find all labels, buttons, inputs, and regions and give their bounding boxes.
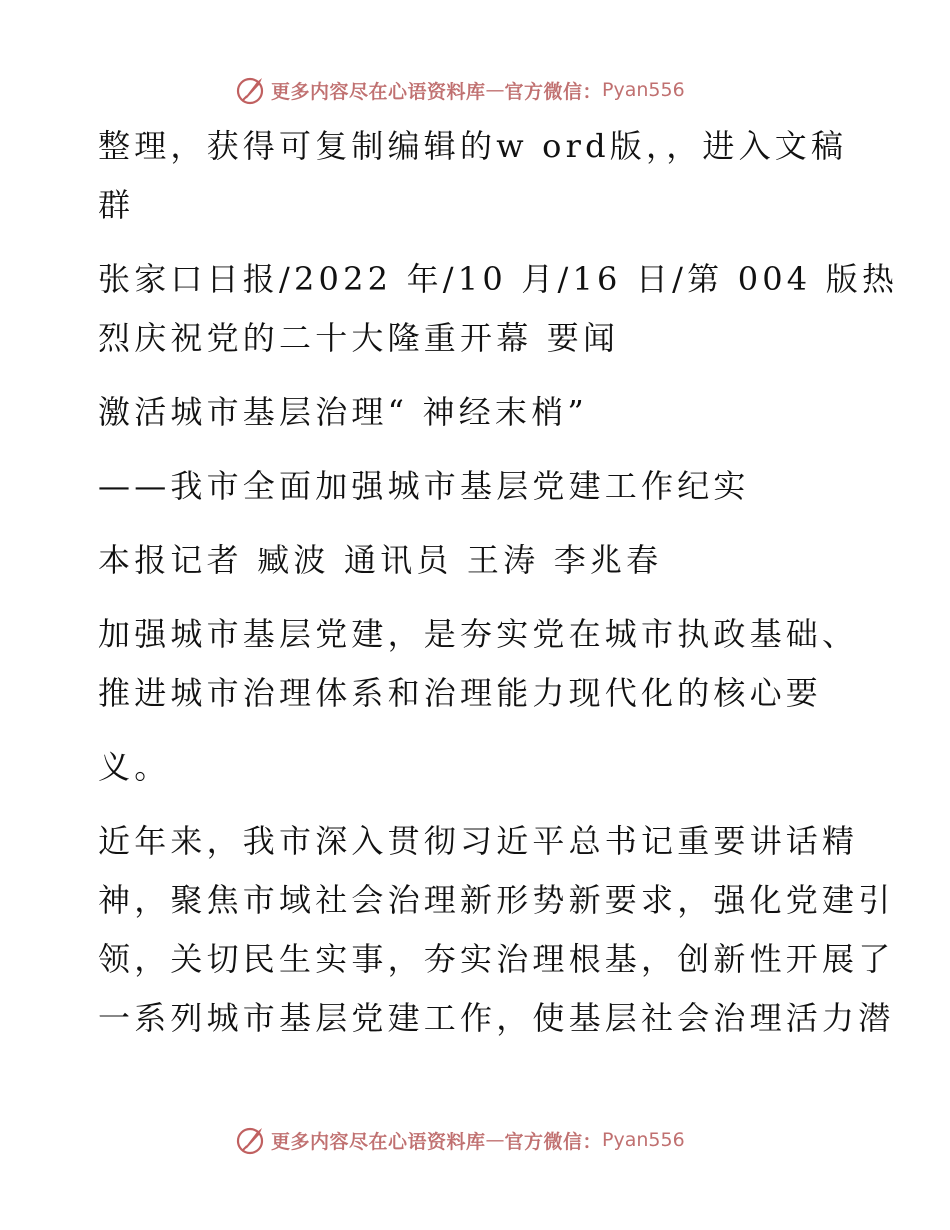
watermark-dash: — bbox=[485, 1129, 505, 1151]
text-line: 推进城市治理体系和治理能力现代化的核心要 bbox=[98, 674, 823, 712]
text-line: 近年来，我市深入贯彻习近平总书记重要讲话精 bbox=[98, 822, 859, 860]
watermark-text: 更多内容尽在心语资料库 bbox=[271, 80, 486, 103]
text-line: 义。 bbox=[98, 748, 171, 786]
quill-logo-icon bbox=[235, 74, 267, 106]
text-line: 领，关切民生实事，夯实治理根基，创新性开展了 bbox=[98, 940, 895, 978]
header-watermark bbox=[235, 73, 685, 107]
text-line: 激活城市基层治理“ 神经末梢” bbox=[98, 393, 588, 431]
footer-watermark bbox=[235, 1123, 685, 1157]
text-line: 本报记者 臧波 通讯员 王涛 李兆春 bbox=[98, 541, 663, 579]
text-line: 神，聚焦市域社会治理新形势新要求，强化党建引 bbox=[98, 881, 895, 919]
text-line: 张家口日报/2022 年/10 月/16 日/第 004 版热 bbox=[98, 260, 899, 298]
text-line: 群 bbox=[98, 186, 135, 224]
text-line: 加强城市基层党建，是夯实党在城市执政基础、 bbox=[98, 615, 859, 653]
watermark-wechat-label: 官方微信： bbox=[504, 1130, 603, 1153]
watermark-dash: — bbox=[485, 79, 505, 101]
watermark-handle: Pyan556 bbox=[602, 79, 685, 101]
text-line: 烈庆祝党的二十大隆重开幕 要闻 bbox=[98, 319, 620, 357]
watermark-wechat-label: 官方微信： bbox=[504, 80, 603, 103]
quill-logo-icon bbox=[235, 1124, 267, 1156]
watermark-text: 更多内容尽在心语资料库 bbox=[271, 1130, 486, 1153]
watermark-handle: Pyan556 bbox=[602, 1129, 685, 1151]
text-line: 整理，获得可复制编辑的w ord版，，进入文稿 bbox=[98, 127, 848, 165]
text-line: ——我市全面加强城市基层党建工作纪实 bbox=[98, 467, 750, 505]
text-line: 一系列城市基层党建工作，使基层社会治理活力潜 bbox=[98, 999, 895, 1037]
